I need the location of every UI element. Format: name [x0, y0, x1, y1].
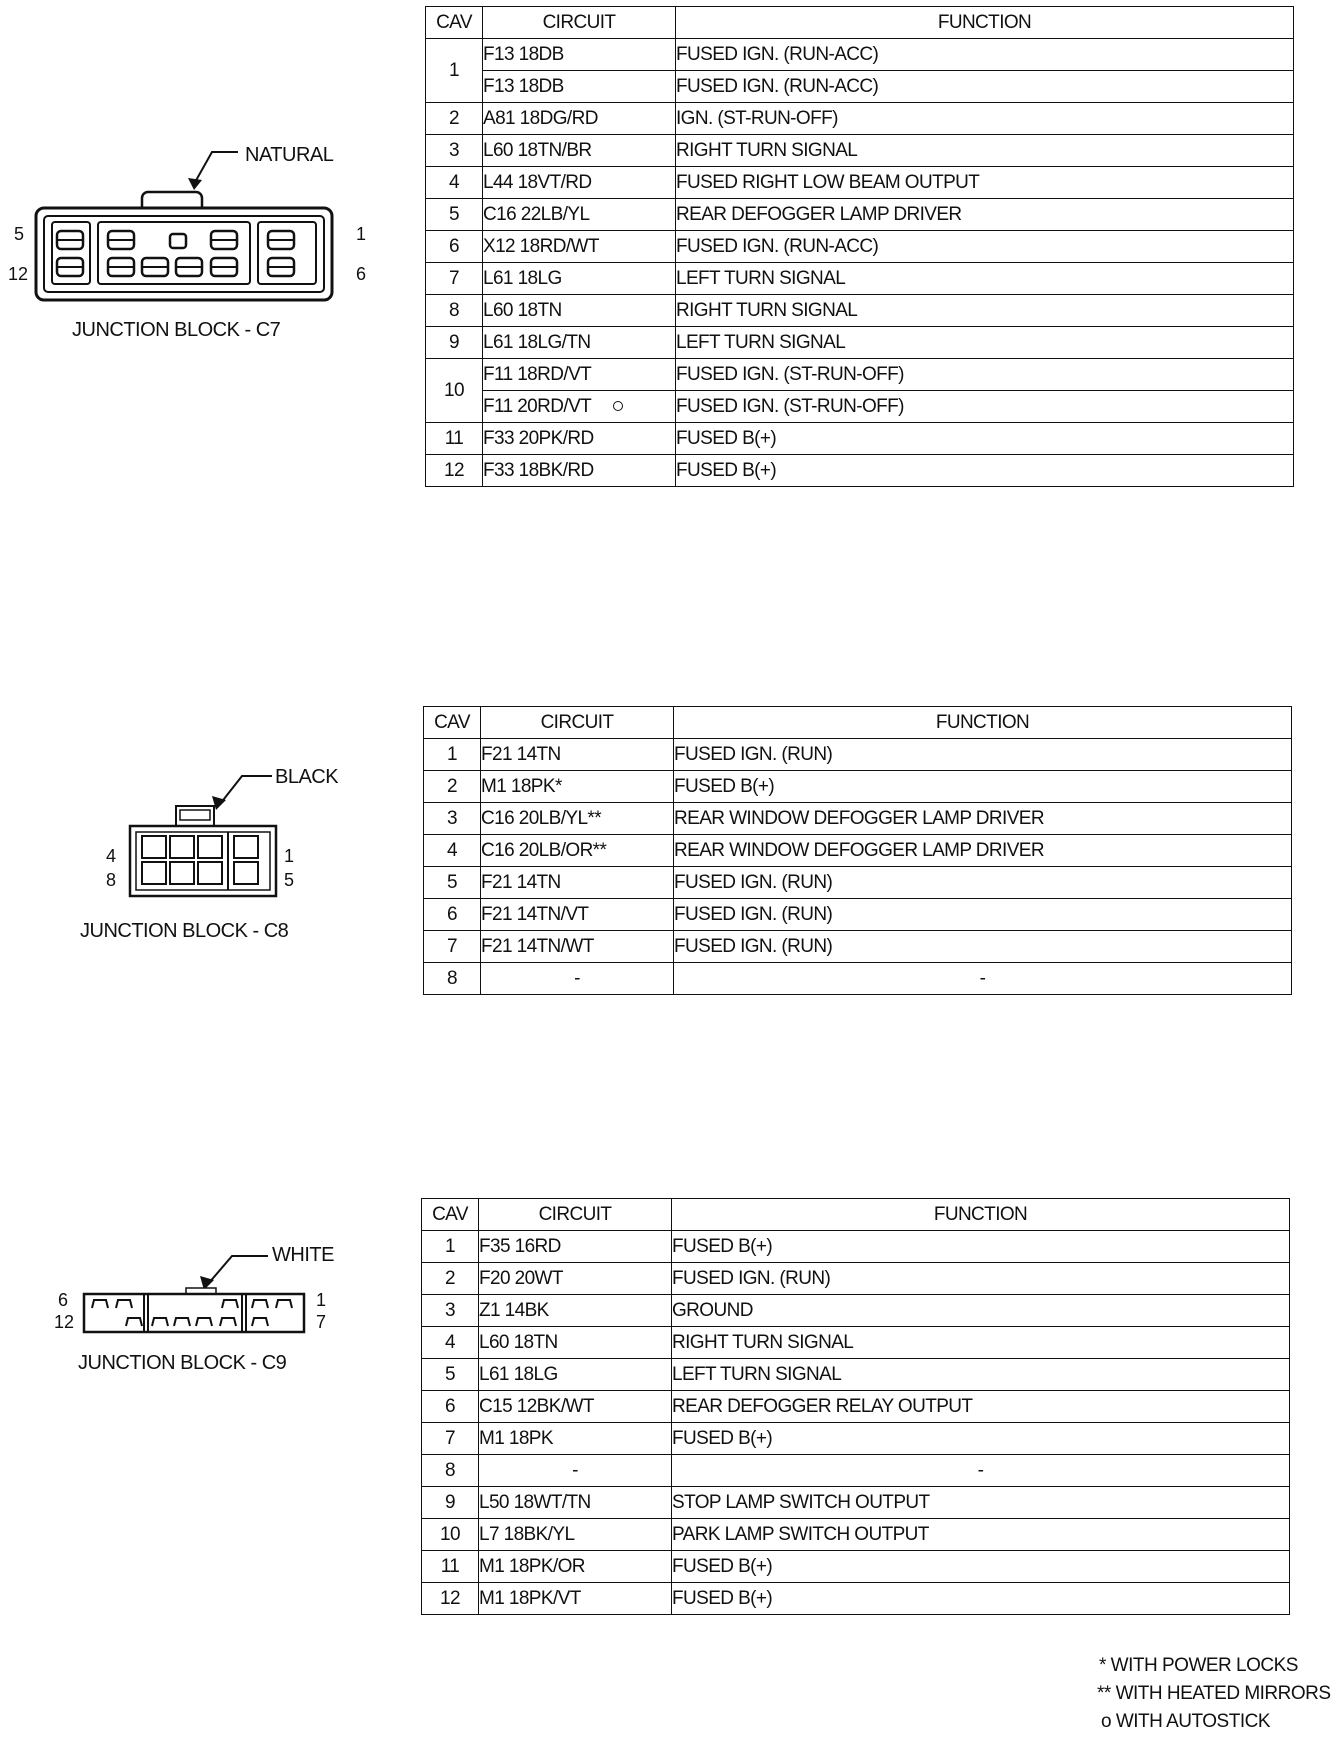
function-cell: RIGHT TURN SIGNAL	[672, 1327, 1290, 1359]
table-row	[424, 835, 1292, 867]
table-body	[424, 739, 1292, 995]
table-row	[424, 771, 1292, 803]
circuit-cell	[479, 1359, 672, 1391]
circuit-text: X12 18RD/WT	[483, 235, 599, 257]
function-cell: FUSED B(+)	[672, 1423, 1290, 1455]
cav-cell: 11	[426, 423, 483, 455]
circuit-cell	[483, 199, 676, 231]
connector-color-label: NATURAL	[245, 144, 334, 166]
circuit-text: M1 18PK*	[481, 775, 562, 797]
function-cell: LEFT TURN SIGNAL	[676, 327, 1294, 359]
function-cell: FUSED B(+)	[672, 1231, 1290, 1263]
function-cell: FUSED IGN. (RUN-ACC)	[676, 231, 1294, 263]
function-cell: FUSED IGN. (ST-RUN-OFF)	[676, 359, 1294, 391]
function-cell: -	[674, 963, 1292, 995]
connector-diagram-c8	[128, 770, 288, 900]
circuit-cell	[481, 803, 674, 835]
cav-cell: 1	[426, 39, 483, 103]
pin-number: 1	[356, 224, 367, 244]
circuit-text: C16 20LB/OR**	[481, 839, 607, 861]
cav-cell: 3	[424, 803, 481, 835]
cav-cell: 4	[426, 167, 483, 199]
circuit-header: CIRCUIT	[479, 1199, 672, 1231]
table-row	[422, 1583, 1290, 1615]
cavity-table-c7	[425, 6, 1294, 487]
table-row	[426, 359, 1294, 391]
connector-diagram-c9	[82, 1246, 312, 1336]
pin-number: 6	[58, 1290, 69, 1310]
table-header-row	[422, 1199, 1290, 1231]
function-header: FUNCTION	[672, 1199, 1290, 1231]
circuit-cell	[481, 931, 674, 963]
function-cell: FUSED IGN. (RUN-ACC)	[676, 39, 1294, 71]
cav-header: CAV	[424, 707, 481, 739]
cav-cell: 8	[426, 295, 483, 327]
function-cell: PARK LAMP SWITCH OUTPUT	[672, 1519, 1290, 1551]
pin-number: 6	[356, 264, 367, 284]
circuit-cell	[483, 231, 676, 263]
function-cell: RIGHT TURN SIGNAL	[676, 135, 1294, 167]
cav-cell: 4	[424, 835, 481, 867]
cav-cell: 1	[422, 1231, 479, 1263]
circuit-text: F21 14TN/VT	[481, 903, 589, 925]
circuit-text: F13 18DB	[483, 75, 564, 97]
cav-cell: 3	[426, 135, 483, 167]
circuit-text: F21 14TN/WT	[481, 935, 594, 957]
circuit-cell	[483, 167, 676, 199]
table-row	[426, 455, 1294, 487]
table-row	[422, 1551, 1290, 1583]
function-cell: REAR WINDOW DEFOGGER LAMP DRIVER	[674, 803, 1292, 835]
table-header-row	[426, 7, 1294, 39]
circuit-header: CIRCUIT	[481, 707, 674, 739]
cav-cell: 8	[422, 1455, 479, 1487]
cav-cell: 5	[426, 199, 483, 231]
circuit-text: L60 18TN	[479, 1331, 558, 1353]
circuit-text: M1 18PK	[479, 1427, 553, 1449]
circuit-text: F11 18RD/VT	[483, 363, 592, 385]
cav-cell: 8	[424, 963, 481, 995]
cav-cell: 11	[422, 1551, 479, 1583]
footnote-heated-mirrors: ** WITH HEATED MIRRORS	[1097, 1683, 1331, 1704]
circuit-cell	[479, 1455, 672, 1487]
function-cell: FUSED B(+)	[676, 455, 1294, 487]
pin-number: 12	[54, 1312, 75, 1332]
circuit-text: F33 20PK/RD	[483, 427, 594, 449]
table-row	[422, 1519, 1290, 1551]
function-cell: FUSED IGN. (ST-RUN-OFF)	[676, 391, 1294, 423]
function-cell: RIGHT TURN SIGNAL	[676, 295, 1294, 327]
circuit-cell	[479, 1423, 672, 1455]
table-header-row	[424, 707, 1292, 739]
connector-color-label: BLACK	[275, 766, 339, 788]
function-cell: LEFT TURN SIGNAL	[676, 263, 1294, 295]
table-row	[422, 1327, 1290, 1359]
table-row	[422, 1455, 1290, 1487]
table-row	[424, 899, 1292, 931]
circuit-text: F13 18DB	[483, 43, 564, 65]
circuit-text: L60 18TN/BR	[483, 139, 592, 161]
circuit-header: CIRCUIT	[483, 7, 676, 39]
circuit-text: C16 20LB/YL**	[481, 807, 602, 829]
function-cell: IGN. (ST-RUN-OFF)	[676, 103, 1294, 135]
table-row	[424, 963, 1292, 995]
circuit-cell	[479, 1519, 672, 1551]
cav-cell: 7	[422, 1423, 479, 1455]
footnote-power-locks: * WITH POWER LOCKS	[1099, 1655, 1298, 1676]
table-row	[426, 295, 1294, 327]
circuit-text: F33 18BK/RD	[483, 459, 594, 481]
pin-number: 4	[106, 846, 117, 866]
circuit-cell	[483, 423, 676, 455]
circuit-text: L44 18VT/RD	[483, 171, 592, 193]
circuit-cell	[479, 1583, 672, 1615]
circuit-text: F11 20RD/VT	[483, 395, 592, 417]
function-cell: FUSED IGN. (RUN-ACC)	[676, 71, 1294, 103]
cav-header: CAV	[422, 1199, 479, 1231]
circuit-cell	[479, 1295, 672, 1327]
table-row	[422, 1391, 1290, 1423]
cavity-table-c9	[421, 1198, 1290, 1615]
circuit-text: C16 22LB/YL	[483, 203, 590, 225]
circuit-text: L61 18LG	[479, 1363, 558, 1385]
cav-cell: 5	[422, 1359, 479, 1391]
cav-header: CAV	[426, 7, 483, 39]
table-row	[426, 135, 1294, 167]
cav-cell: 12	[422, 1583, 479, 1615]
table-row	[422, 1359, 1290, 1391]
cav-cell: 6	[424, 899, 481, 931]
circuit-cell	[481, 899, 674, 931]
connector-color-label: WHITE	[272, 1244, 334, 1266]
cav-cell: 9	[426, 327, 483, 359]
cav-cell: 3	[422, 1295, 479, 1327]
function-header: FUNCTION	[676, 7, 1294, 39]
circuit-cell	[483, 327, 676, 359]
cav-cell: 6	[426, 231, 483, 263]
table-row	[422, 1231, 1290, 1263]
table-row	[426, 391, 1294, 423]
table-row	[424, 931, 1292, 963]
circuit-text: L50 18WT/TN	[479, 1491, 591, 1513]
cav-cell: 4	[422, 1327, 479, 1359]
circuit-cell	[479, 1263, 672, 1295]
circuit-cell	[481, 867, 674, 899]
circuit-cell	[481, 771, 674, 803]
junction-block-label: JUNCTION BLOCK - C8	[80, 920, 289, 942]
function-cell: FUSED IGN. (RUN)	[672, 1263, 1290, 1295]
circuit-cell	[479, 1487, 672, 1519]
function-cell: REAR WINDOW DEFOGGER LAMP DRIVER	[674, 835, 1292, 867]
function-cell: FUSED RIGHT LOW BEAM OUTPUT	[676, 167, 1294, 199]
cav-cell: 1	[424, 739, 481, 771]
function-cell: FUSED IGN. (RUN)	[674, 739, 1292, 771]
circuit-text: M1 18PK/VT	[479, 1587, 581, 1609]
cav-cell: 2	[424, 771, 481, 803]
circuit-text: M1 18PK/OR	[479, 1555, 585, 1577]
circuit-text: F20 20WT	[479, 1267, 563, 1289]
circuit-text: F21 14TN	[481, 743, 561, 765]
cav-cell: 10	[426, 359, 483, 423]
function-cell: FUSED B(+)	[674, 771, 1292, 803]
table-row	[422, 1487, 1290, 1519]
function-cell: FUSED IGN. (RUN)	[674, 931, 1292, 963]
pin-number: 5	[14, 224, 25, 244]
circuit-cell	[483, 39, 676, 71]
function-cell: REAR DEFOGGER RELAY OUTPUT	[672, 1391, 1290, 1423]
table-row	[426, 263, 1294, 295]
connector-diagram-c7	[34, 150, 334, 310]
circuit-text: F21 14TN	[481, 871, 561, 893]
pin-number: 7	[316, 1312, 327, 1332]
table-row	[426, 103, 1294, 135]
function-cell: FUSED B(+)	[672, 1551, 1290, 1583]
junction-block-label: JUNCTION BLOCK - C7	[72, 319, 281, 341]
function-cell: REAR DEFOGGER LAMP DRIVER	[676, 199, 1294, 231]
circuit-text: F35 16RD	[479, 1235, 561, 1257]
circuit-cell	[481, 835, 674, 867]
table-body	[422, 1231, 1290, 1615]
function-cell: FUSED IGN. (RUN)	[674, 899, 1292, 931]
cav-cell: 7	[424, 931, 481, 963]
table-body	[426, 39, 1294, 487]
circuit-text: L61 18LG/TN	[483, 331, 591, 353]
cav-cell: 12	[426, 455, 483, 487]
function-cell: -	[672, 1455, 1290, 1487]
pin-number: 1	[284, 846, 295, 866]
circuit-cell	[479, 1327, 672, 1359]
cav-cell: 2	[426, 103, 483, 135]
cav-cell: 7	[426, 263, 483, 295]
table-row	[424, 739, 1292, 771]
circuit-text: -	[572, 1459, 578, 1481]
circuit-text: L60 18TN	[483, 299, 562, 321]
circuit-text: A81 18DG/RD	[483, 107, 598, 129]
circuit-text: -	[574, 967, 580, 989]
function-header: FUNCTION	[674, 707, 1292, 739]
circuit-cell	[479, 1391, 672, 1423]
function-cell: FUSED IGN. (RUN)	[674, 867, 1292, 899]
table-row	[424, 867, 1292, 899]
circuit-cell	[483, 263, 676, 295]
autostick-circle-icon	[613, 401, 623, 411]
circuit-cell	[483, 295, 676, 327]
circuit-cell	[481, 963, 674, 995]
function-cell: LEFT TURN SIGNAL	[672, 1359, 1290, 1391]
pin-number: 12	[8, 264, 29, 284]
cav-cell: 6	[422, 1391, 479, 1423]
junction-block-label: JUNCTION BLOCK - C9	[78, 1352, 287, 1374]
circuit-cell	[483, 455, 676, 487]
circuit-cell	[479, 1231, 672, 1263]
table-row	[422, 1295, 1290, 1327]
circuit-text: L7 18BK/YL	[479, 1523, 575, 1545]
table-row	[426, 199, 1294, 231]
circuit-cell	[483, 391, 676, 423]
cavity-table-c8	[423, 706, 1292, 995]
table-row	[426, 327, 1294, 359]
table-row	[426, 231, 1294, 263]
circuit-cell	[483, 135, 676, 167]
circuit-cell	[483, 103, 676, 135]
cav-cell: 2	[422, 1263, 479, 1295]
table-row	[426, 71, 1294, 103]
table-row	[422, 1423, 1290, 1455]
circuit-text: Z1 14BK	[479, 1299, 549, 1321]
cav-cell: 9	[422, 1487, 479, 1519]
function-cell: FUSED B(+)	[676, 423, 1294, 455]
function-cell: STOP LAMP SWITCH OUTPUT	[672, 1487, 1290, 1519]
pin-number: 8	[106, 870, 117, 890]
footnote-autostick: o WITH AUTOSTICK	[1101, 1711, 1271, 1732]
circuit-text: L61 18LG	[483, 267, 562, 289]
pin-number: 1	[316, 1290, 327, 1310]
table-row	[422, 1263, 1290, 1295]
table-row	[426, 167, 1294, 199]
circuit-cell	[483, 359, 676, 391]
circuit-cell	[481, 739, 674, 771]
table-row	[426, 39, 1294, 71]
function-cell: GROUND	[672, 1295, 1290, 1327]
footnotes	[1085, 1655, 1331, 1739]
pin-number: 5	[284, 870, 295, 890]
circuit-cell	[479, 1551, 672, 1583]
table-row	[426, 423, 1294, 455]
circuit-cell	[483, 71, 676, 103]
function-cell: FUSED B(+)	[672, 1583, 1290, 1615]
circuit-text: C15 12BK/WT	[479, 1395, 594, 1417]
cav-cell: 5	[424, 867, 481, 899]
cav-cell: 10	[422, 1519, 479, 1551]
table-row	[424, 803, 1292, 835]
